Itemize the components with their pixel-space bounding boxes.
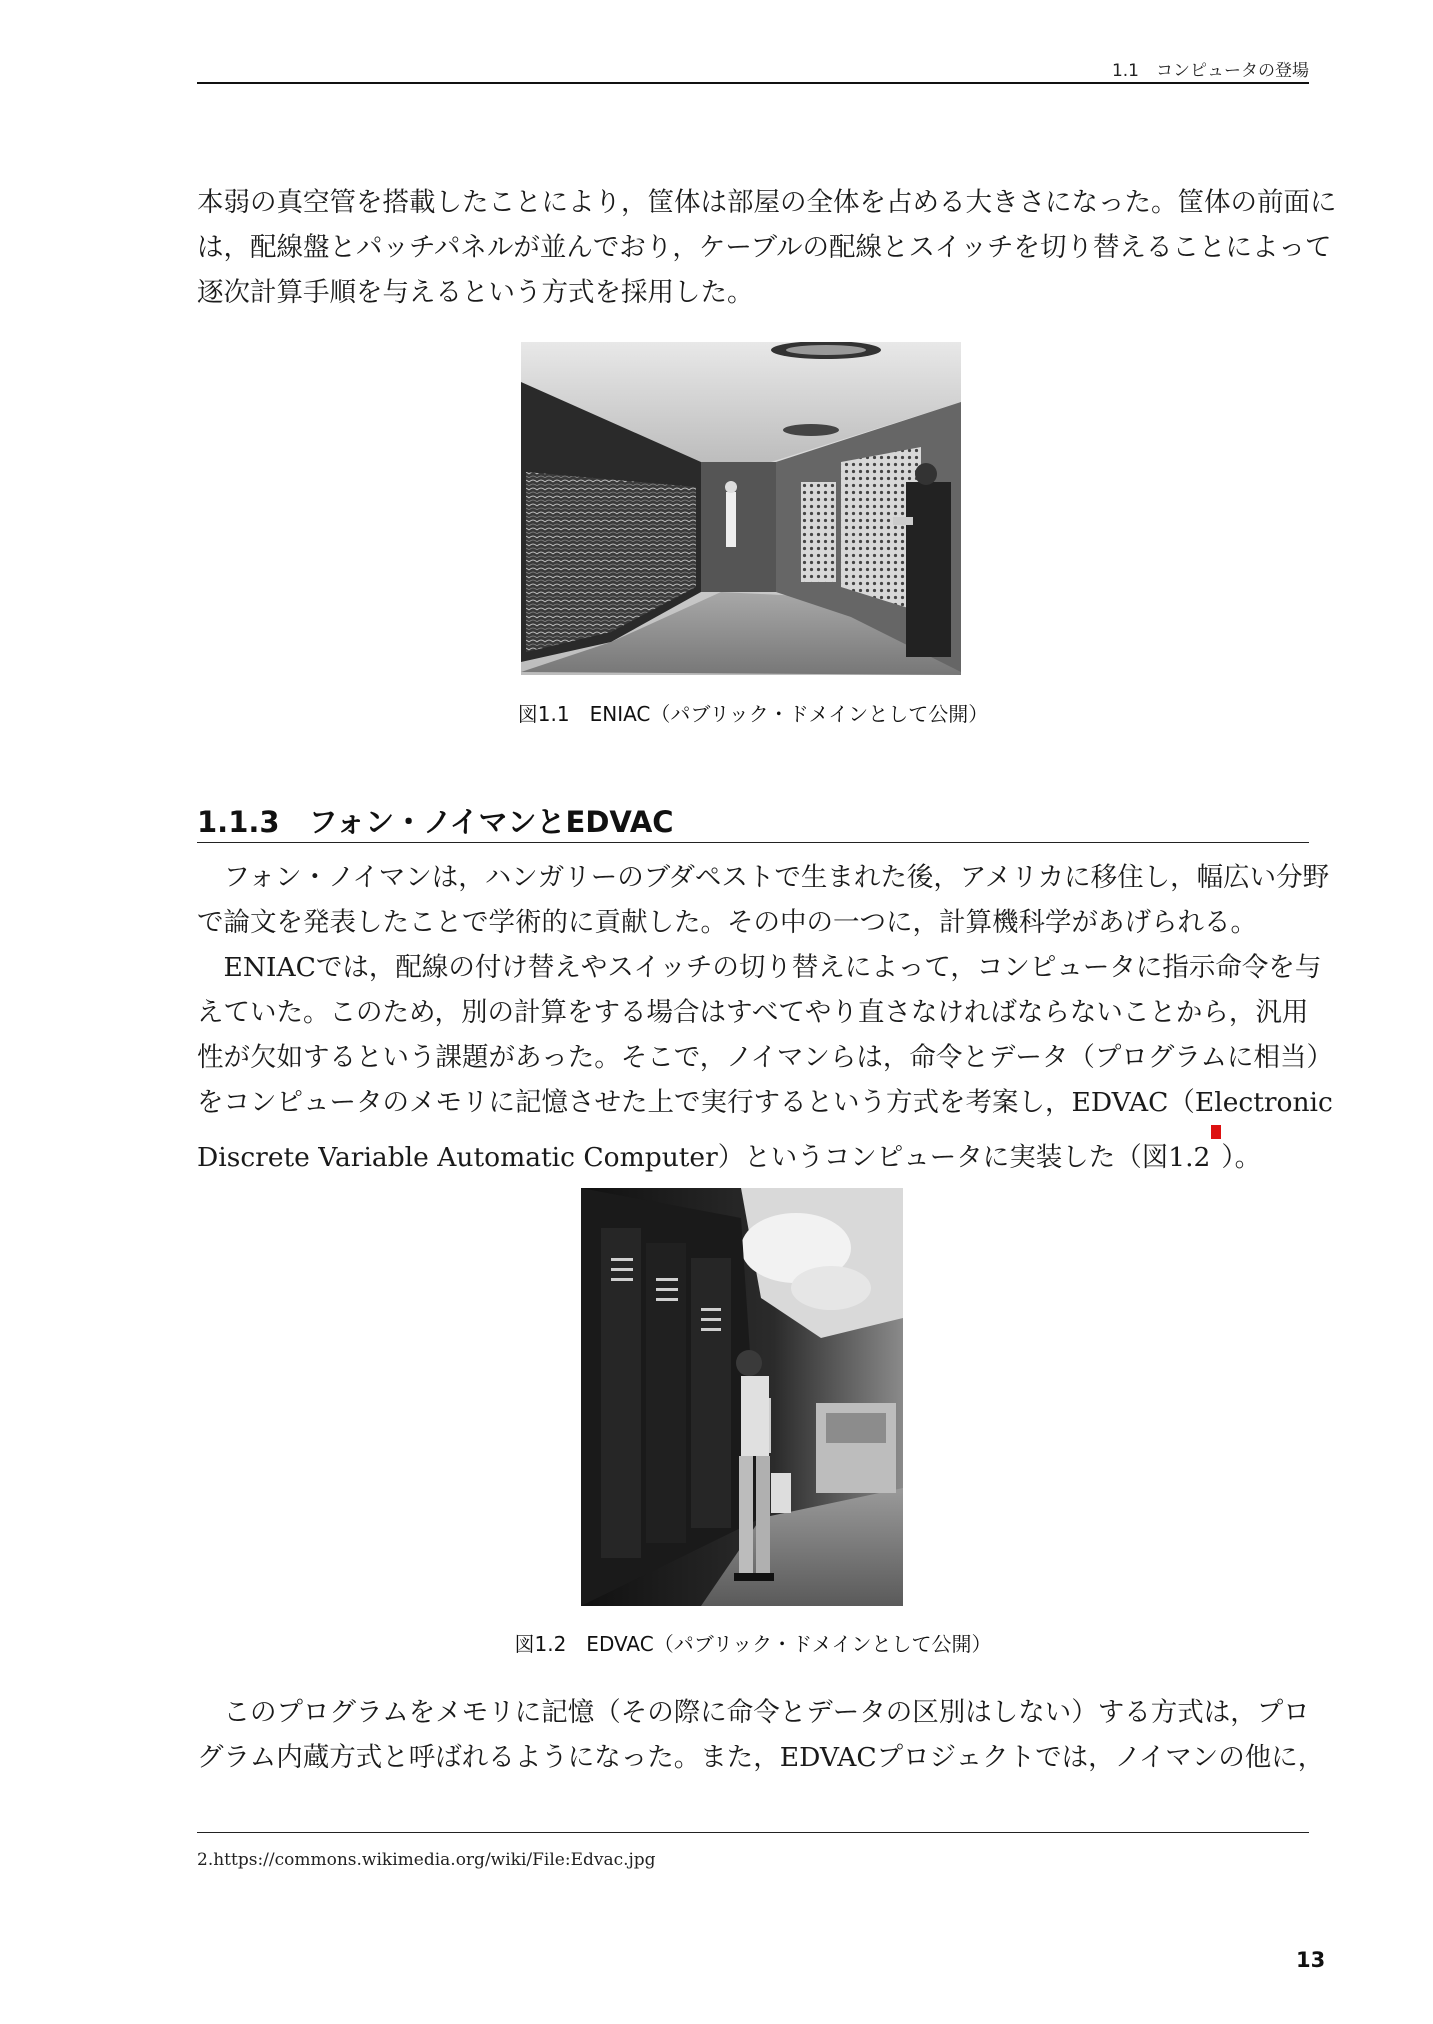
text-line: ENIACでは，配線の付け替えやスイッチの切り替えによって，コンピュータに指示命令を与 [197,952,1322,983]
text-line: フォン・ノイマンは，ハンガリーのブダペストで生まれた後，アメリカに移住し，幅広い分野 [197,862,1330,893]
edvac-photo [581,1188,903,1606]
text-line: 逐次計算手順を与えるという方式を採用した。 [197,277,754,308]
text-line: グラム内蔵方式と呼ばれるようになった。また，EDVACプロジェクトでは，ノイマンの他に， [197,1742,1325,1773]
paragraph [197,855,1330,945]
text-line [197,1125,1309,1180]
text-line: 性が欠如するという課題があった。そこで，ノイマンらは，命令とデータ（プログラムに相当） [197,1042,1334,1073]
paragraph [197,945,1334,1180]
footnote-rule [197,1832,1309,1833]
eniac-photo [521,342,961,675]
text-line: えていた。このため，別の計算をする場合はすべてやり直さなければならないことから，汎用 [197,997,1309,1028]
text-segment: ）。 [1221,1141,1262,1173]
paragraph [197,1690,1325,1780]
text-line: このプログラムをメモリに記憶（その際に命令とデータの区別はしない）する方式は，プロ [197,1697,1310,1728]
text-line: で論文を発表したことで学術的に貢献した。その中の一つに，計算機科学があげられる。 [197,907,1257,938]
running-head: 1.1 コンピュータの登場 [1111,61,1309,81]
header-rule [197,82,1309,84]
footnote: 2.https://commons.wikimedia.org/wiki/File:Edvac.jpg [197,1850,656,1870]
text-line: は，配線盤とパッチパネルが並んでおり，ケーブルの配線とスイッチを切り替えることによって [197,232,1332,263]
figure-caption: 図1.1 ENIAC（パブリック・ドメインとして公開） [517,702,989,726]
figure-caption: 図1.2 EDVAC（パブリック・ドメインとして公開） [514,1632,992,1656]
section-rule [197,842,1309,843]
text-line: をコンピュータのメモリに記憶させた上で実行するという方式を考案し，EDVAC（Electronic [197,1087,1333,1118]
text-line: 本弱の真空管を搭載したことにより，筐体は部屋の全体を占める大きさになった。筐体の前面に [197,187,1337,218]
section-title: 1.1.3 フォン・ノイマンとEDVAC [197,805,674,839]
footnote-marker[interactable] [1211,1125,1221,1139]
page-number: 13 [1296,1948,1326,1972]
text-segment: Discrete Variable Automatic Computer）というコンピュータに実装した（図1.2 [197,1141,1211,1173]
intro-paragraph [197,180,1337,315]
